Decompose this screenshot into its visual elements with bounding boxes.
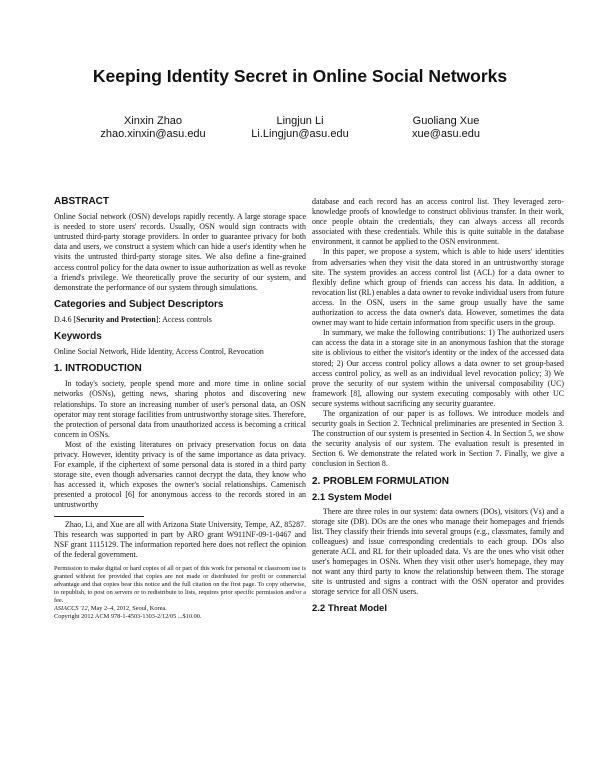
author-block-1 — [73, 115, 233, 141]
right-paragraph-2: In this paper, we propose a system, which is able to hide users' identities from adversaries when they visit the data stored in an untrustworthy storage site. The system provides an access control list (ACL) for a data owner to flexibly define which group of friends can access his data. In addition, a revocation list (RL) enables a data owner to revoke individual users from future access. In the OSN, users in the same group usually have the same authorization to access the data owner's data. However, sometimes the data owner may want to hide certain information from specific users in the group. — [312, 247, 564, 328]
right-column — [312, 197, 564, 618]
categories-heading: Categories and Subject Descriptors — [54, 298, 224, 310]
left-column — [54, 197, 306, 621]
author-block-2 — [220, 115, 380, 141]
permission-notice: Permission to make digital or hard copies of all or part of this work for personal or classroom use is granted without fee provided that copies are not made or distributed for profit or commercial advantage and that copies bear this notice and the full citation on the first page. To copy otherwise, to republish, to post on servers or to redistribute to lists, requires prior specific permission and/or a fee. — [54, 564, 306, 604]
section-2-heading: 2. PROBLEM FORMULATION — [312, 475, 450, 487]
keywords-heading: Keywords — [54, 331, 102, 343]
copyright-line: Copyright 2012 ACM 978-1-4503-1303-2/12/05 ...$10.00. — [54, 612, 202, 620]
contributions-paragraph: In summary, we make the following contributions: 1) The authorized users can access the data in a storage site in an anonymous fashion that the storage site is oblivious to either the visitor's identity or the index of the accessed data stored; 2) Our access control policy allows a data owner to set group-based access control policy, as well as an individual level revocation policy; 3) We prove the security of our system within the universal composability (UC) framework [8], allowing our system executing composably with other UC secure systems without sacrificing any security guarantee. — [312, 328, 564, 408]
introduction-heading: 1. INTRODUCTION — [54, 363, 142, 375]
keywords-text: Online Social Network, Hide Identity, Access Control, Revocation — [54, 347, 264, 357]
categories-text: D.4.6 [Security and Protection]: Access controls — [54, 314, 212, 324]
author-email: zhao.xinxin@asu.edu — [100, 128, 206, 140]
author-name: Guoliang Xue — [412, 115, 480, 127]
venue-line: ASIACCS '12, May 2–4, 2012, Seoul, Korea. — [54, 604, 167, 612]
right-paragraph-1: database and each record has an access control list. They leveraged zero-knowledge proofs of knowledge to construct oblivious transfer. In their work, once people obtain the credentials, they can always access all records associated with these credentials. While this is quite suitable in the database environment, it cannot be applied to the OSN environment. — [312, 197, 564, 247]
intro-paragraph-2: Most of the existing literatures on privacy preservation focus on data privacy. However, identity privacy is of the same importance as data privacy. For example, if the ciphertext of some personal data is stored in a third party storage site, even though adversaries cannot decrypt the data, they know who has accessed it, which exposes the owner's social relationships. Camenisch presented a protocol [6] for anonymous access to the records stored in an untrustworthy — [54, 439, 306, 510]
abstract-text: Online Social network (OSN) develops rapidly recently. A large storage space is needed to store users' records. Usually, OSN would sign contracts with untrusted third-party storage providers. In order to guarantee privacy for both data and users, we construct a system which can hide a user's identity when he visits the untrusted third-party storage sites. We also define a fine-grained access control policy for the data owner to issue authorization as well as revoke a friend's privilege. We theoretically prove the security of our system, and demonstrate the performance of our system through simulations. — [54, 212, 306, 292]
paper-title: Keeping Identity Secret in Online Social Networks — [92, 66, 508, 86]
author-block-3 — [366, 115, 526, 141]
abstract-heading: ABSTRACT — [54, 196, 109, 207]
section-2-2-heading: 2.2 Threat Model — [312, 602, 387, 614]
author-email: xue@asu.edu — [411, 128, 481, 140]
author-name: Xinxin Zhao — [123, 115, 183, 127]
author-email: Li.Lingjun@asu.edu — [251, 128, 349, 140]
funding-footnote: Zhao, Li, and Xue are all with Arizona State University, Tempe, AZ, 85287. This research was supported in part by ARO grant W911NF-09-1-0467 and NSF grant 1115129. The information reported here does not reflect the opinion of the federal government. — [54, 519, 306, 559]
author-name: Lingjun Li — [276, 115, 324, 127]
intro-paragraph-1: In today's society, people spend more and more time in online social networks (OSNs), getting news, sharing photos and discovering new relationships. To store an increasing number of user's personal data, an OSN operator may rent storage facilities from untrustworthy storage sites. Therefore, the protection of personal data from unauthorized access is becoming a critical concern in OSNs. — [54, 379, 306, 439]
section-2-1-heading: 2.1 System Model — [312, 491, 392, 503]
system-model-text: There are three roles in our system: data owners (DOs), visitors (Vs) and a storage site (DB). DOs are the ones who manage their homepages and friends list. They classify their friends into several groups (e.g., classmates, family and colleagues) and issue corresponding credentials to each group. DOs also generate ACL and RL for their uploaded data. Vs are the ones who visit other user's homepages in OSNs. When they visit other user's homepage, they may not want any third party to know the relationship between them. The storage site is untrusted and signs a contract with the OSN operator and provides storage service for all OSN users. — [312, 506, 564, 597]
organization-paragraph: The organization of our paper is as follows. We introduce models and security goals in Section 2. Technical preliminaries are presented in Section 3. The construction of our system is presented in Section 4. In Section 5, we show the security analysis of our system. The evaluation result is presented in Section 6. We demonstrate the related work in Section 7. Finally, we give a conclusion in Section 8. — [312, 408, 564, 469]
footnote-rule — [54, 516, 144, 517]
